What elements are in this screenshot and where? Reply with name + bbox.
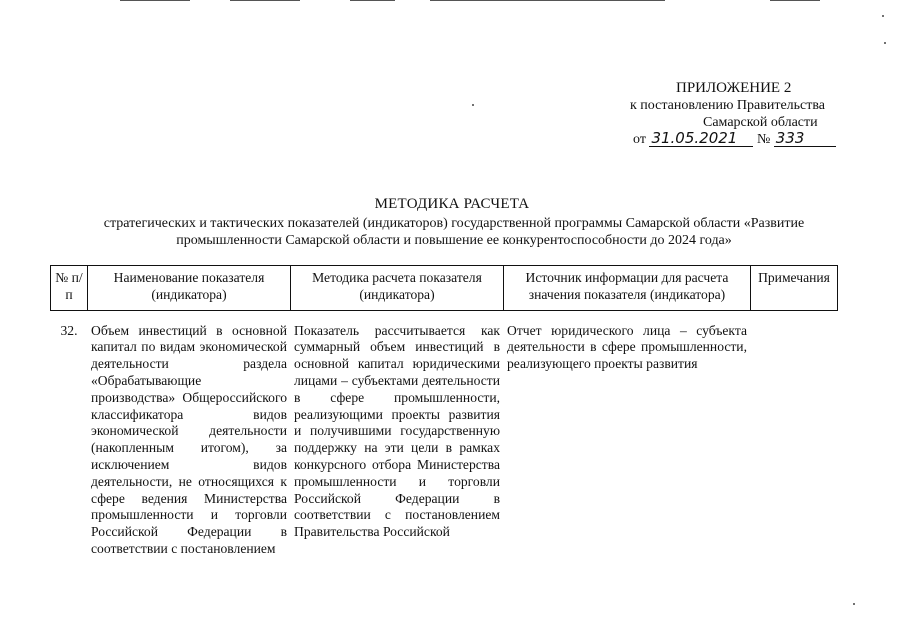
row-notes: [751, 310, 838, 558]
table-header-row: [51, 266, 838, 311]
handwritten-date: 31.05.2021: [649, 131, 753, 147]
scan-artifact-line: [770, 0, 820, 1]
scan-artifact-line: [230, 0, 300, 1]
scan-artifact-line: [430, 0, 665, 1]
table-row: [51, 310, 838, 558]
document-title: МЕТОДИКА РАСЧЕТА: [374, 196, 530, 212]
number-label: №: [756, 132, 771, 147]
row-information-source: Отчет юридического лица – субъекта деятельности в сфере промышленности, реализующего проекты развития: [507, 322, 747, 372]
header-number: № п/п: [51, 266, 88, 311]
appendix-date-number-line: [633, 131, 836, 148]
document-subtitle: стратегических и тактических показателей (индикаторов) государственной программы Самарской области «Развитие промышленности Самарской области и повышение ее конкурентоспособности до 2024 года»: [103, 216, 805, 248]
appendix-decree-line: к постановлению Правительства: [630, 98, 826, 113]
appendix-title: ПРИЛОЖЕНИЕ 2: [676, 80, 792, 96]
from-label: от: [633, 132, 646, 147]
header-notes: Примечания: [751, 266, 838, 311]
scan-artifact-line: [120, 0, 190, 1]
indicators-table: [50, 265, 838, 558]
scan-speck: [882, 15, 884, 17]
row-number: 32.: [60, 322, 78, 338]
scan-speck: [884, 42, 886, 44]
scan-speck: [472, 104, 474, 106]
scan-artifact-line: [350, 0, 395, 1]
row-indicator-name: Объем инвестиций в основной капитал по видам экономической деятельности раздела «Обрабатывающие производства» Общероссийского классификатора видов экономической деятельности (накопленным итогом), за исключением видов деятельности, не относящихся к сфере ведения Министерства промышленности и торговли Российской Федерации в соответствии с постановлением: [91, 322, 287, 556]
handwritten-number: 333: [774, 131, 836, 147]
row-calculation-method: Показатель рассчитывается как суммарный объем инвестиций в основной капитал юридическими лицами – субъектами деятельности в сфере промышленности, реализующими проекты развития и получившими государственную поддержку на эти цели в рамках конкурсного отбора Министерства промышленности и торговли Российской Федерации в соответствии с постановлением Правительства Российской: [294, 322, 500, 540]
header-calculation-method: Методика расчета показателя (индикатора): [291, 266, 504, 311]
scan-speck: [853, 603, 855, 605]
header-information-source: Источник информации для расчета значения показателя (индикатора): [504, 266, 751, 311]
appendix-region-line: Самарской области: [703, 115, 818, 130]
header-indicator-name: Наименование показателя (индикатора): [88, 266, 291, 311]
